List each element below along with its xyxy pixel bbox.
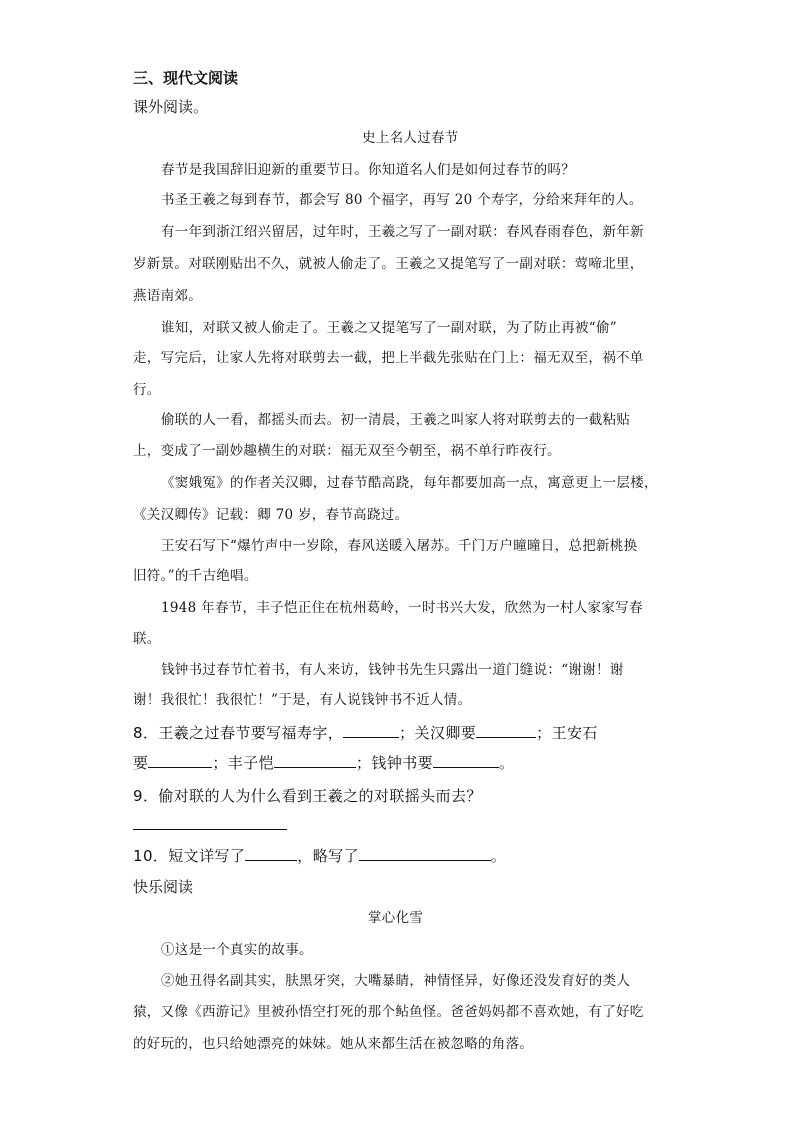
answer-blank[interactable] (148, 753, 212, 768)
answer-blank[interactable] (245, 846, 297, 861)
question-text: 。 (499, 754, 515, 772)
question-text: ；丰子恺 (212, 754, 275, 772)
question-8-line-2 (133, 753, 514, 773)
paragraph-line: 有一年到浙江绍兴留居，过年时，王羲之写了一副对联：春风春雨春色，新年新 (161, 224, 644, 240)
paragraph-line: 的好玩的，也只给她漂亮的妹妹。她从来都生活在被忽略的角落。 (133, 1036, 534, 1052)
answer-blank[interactable] (433, 753, 499, 768)
paragraph-line: 旧符。”的千古绝唱。 (133, 568, 258, 584)
paragraph-line: 谢！我很忙！我很忙！”于是，有人说钱钟书不近人情。 (133, 692, 472, 708)
question-9: 9．偷对联的人为什么看到王羲之的对联摇头而去？ (133, 787, 482, 805)
section-intro: 课外阅读。 (133, 98, 209, 116)
question-text: 要 (133, 754, 149, 772)
answer-blank[interactable] (274, 753, 356, 768)
question-text: ；王安石 (536, 724, 598, 742)
question-text: ，略写了 (297, 847, 359, 865)
section-heading: 三、现代文阅读 (133, 69, 239, 87)
paragraph-line: 走，写完后，让家人先将对联剪去一截，把上半截先张贴在门上：福无双至，祸不单 (133, 350, 644, 366)
passage-title: 掌心化雪 (368, 910, 424, 926)
paragraph-line: 偷联的人一看，都摇头而去。初一清晨，王羲之叫家人将对联剪去的一截粘贴 (161, 412, 631, 428)
paragraph-line: 春节是我国辞旧迎新的重要节日。你知道名人们是如何过春节的吗？ (161, 162, 575, 178)
question-text: ；钱钟书要 (356, 754, 434, 772)
paragraph-line: 谁知，对联又被人偷走了。王羲之又提笔写了一副对联，为了防止再被“偷” (161, 320, 618, 336)
paragraph-line: 《关汉卿传》记载：卿 70 岁，春节高跷过。 (133, 507, 409, 523)
question-10 (133, 846, 506, 866)
paragraph-line: 书圣王羲之每到春节，都会写 80 个福字，再写 20 个寿字，分给来拜年的人。 (161, 192, 643, 208)
paragraph-line: 猿，又像《西游记》里被孙悟空打死的那个鲇鱼怪。爸爸妈妈都不喜欢她，有了好吃 (133, 1004, 644, 1020)
answer-blank[interactable] (476, 723, 536, 738)
paragraph-line: ①这是一个真实的故事。 (161, 942, 313, 958)
question-text: 8．王羲之过春节要写福寿字， (133, 724, 344, 742)
paragraph-line: 岁新景。对联刚贴出不久，就被人偷走了。王羲之又提笔写了一副对联：莺啼北里， (133, 256, 644, 272)
paragraph-line: 钱钟书过春节忙着书，有人来访，钱钟书先生只露出一道门缝说：“谢谢！谢 (161, 662, 624, 678)
paragraph-line: 行。 (133, 382, 161, 398)
question-text: 10．短文详写了 (133, 847, 246, 865)
answer-blank[interactable] (359, 846, 491, 861)
answer-line[interactable] (133, 829, 287, 830)
passage-title: 史上名人过春节 (362, 130, 459, 146)
answer-blank[interactable] (343, 723, 399, 738)
question-text: 。 (490, 847, 507, 865)
paragraph-line: 联。 (133, 631, 161, 647)
question-8-line-1 (133, 723, 598, 743)
paragraph-line: ②她丑得名副其实，肤黑牙突，大嘴暴睛，神情怪异，好像还没发育好的类人 (161, 973, 631, 989)
section-intro: 快乐阅读 (133, 878, 194, 896)
question-text: ；关汉卿要 (399, 724, 477, 742)
paragraph-line: 上，变成了一副妙趣横生的对联：福无双至今朝至，祸不单行昨夜行。 (133, 443, 561, 459)
paragraph-line: 《窦娥冤》的作者关汉卿，过春节酷高跷，每年都要加高一点，寓意更上一层楼， (161, 475, 658, 491)
paragraph-line: 王安石写下“爆竹声中一岁除，春风送暖入屠苏。千门万户曈曈日，总把新桃换 (161, 538, 638, 554)
paragraph-line: 燕语南郊。 (133, 288, 202, 304)
paragraph-line: 1948 年春节，丰子恺正住在杭州葛岭，一时书兴大发，欣然为一村人家家写春 (161, 600, 643, 616)
